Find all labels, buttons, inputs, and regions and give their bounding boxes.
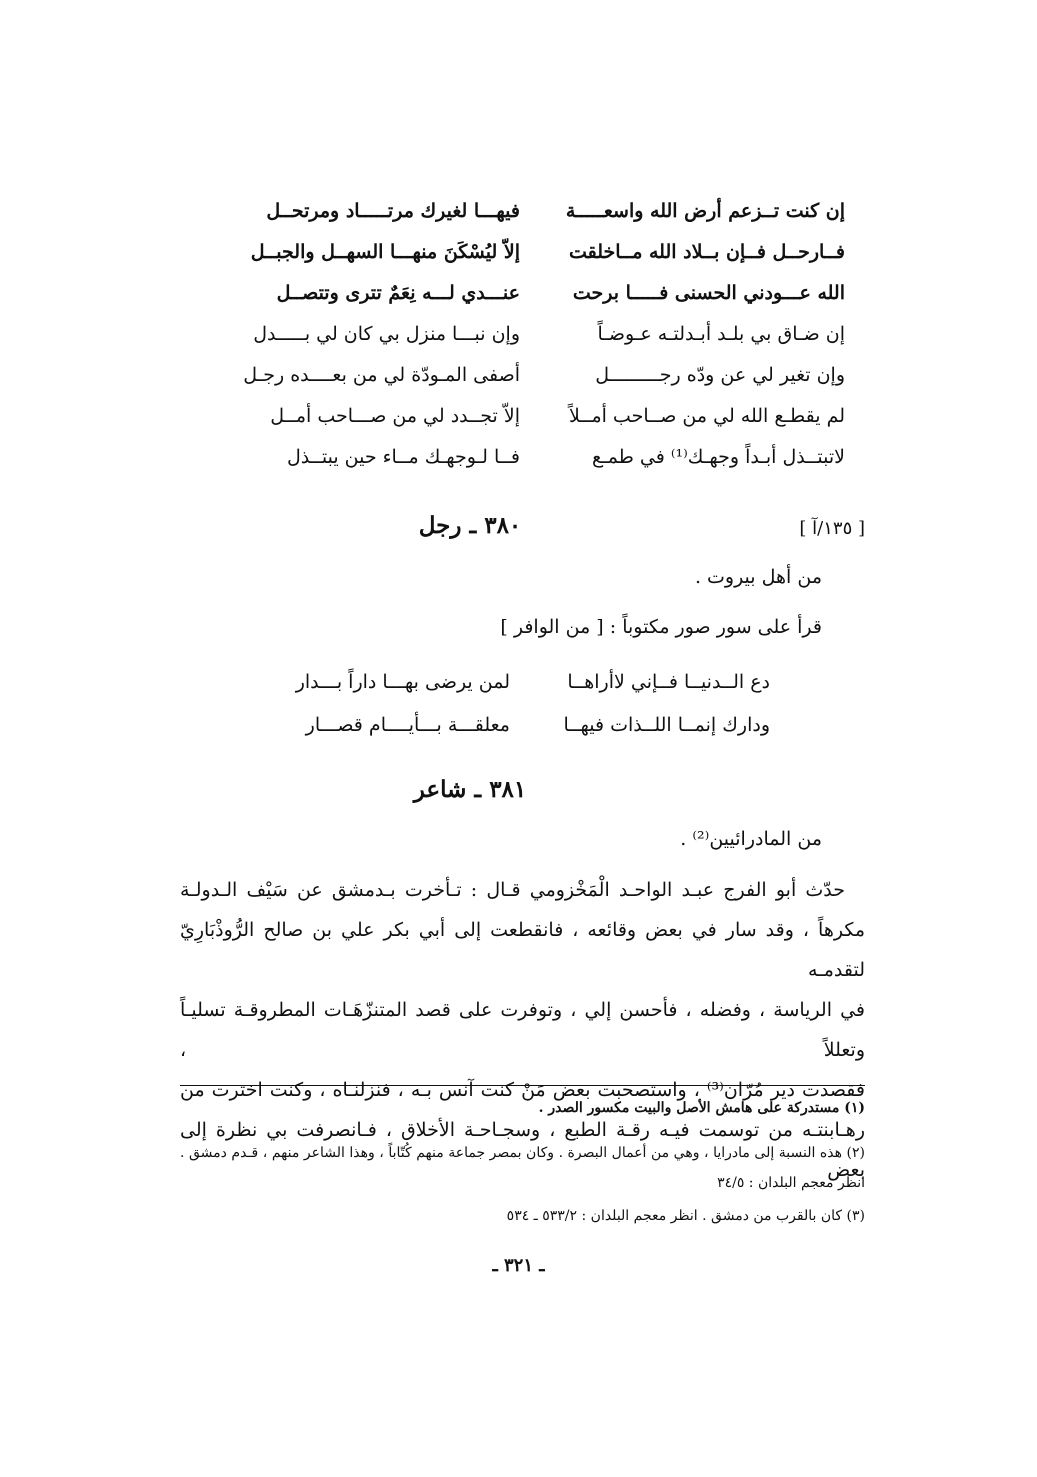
entry-intro: قرأ على سور صور مكتوباً : [ من الوافر ]	[500, 616, 822, 638]
hemistich-first: وإن تغير لي عن ودّه رجـــــــــل	[595, 363, 845, 386]
entry-title: ٣٨٠ ـ رجل	[418, 512, 522, 539]
hemistich-second: فــا لـوجهـك مــاء حين يبتــذل	[286, 445, 520, 468]
poem-top	[220, 190, 845, 477]
hemistich-first: إن ضـاق بي بلـد أبـدلتـه عـوضـاً	[597, 322, 845, 345]
verse-line	[220, 313, 845, 354]
verse-line	[220, 190, 845, 231]
poem-mid	[280, 660, 770, 746]
hemistich-first: دع الــدنيــا فــإني لاأراهــا	[567, 670, 770, 693]
verse-line	[220, 231, 845, 272]
hemistich-second: أصفى المـودّة لي من بعــــده رجـل	[243, 363, 520, 386]
verse-line	[280, 660, 770, 703]
entry-origin: من أهل بيروت .	[694, 566, 822, 588]
footnote-3: (٣) كان بالقرب من دمشق . انظر معجم البلدان : ٥٣٣/٢ ـ ٥٣٤	[506, 1208, 865, 1224]
hemistich-first: ودارك إنمــا اللــذات فيهــا	[563, 713, 770, 736]
verse-line	[220, 436, 845, 477]
manuscript-folio-ref: [ ١٣٥/آ ]	[799, 518, 865, 539]
entry-origin: من المادرائيين⁽²⁾ .	[680, 828, 822, 850]
hemistich-second: إلاّ ليُسْكَنَ منهـــا السهــل والجبــل	[250, 240, 520, 263]
prose-line: حدّث أبو الفرج عبـد الواحـد الْمَخْزومي قـال : تـأخرت بـدمشق عن سَيْف الـدولـة	[180, 879, 845, 901]
hemistich-first: لم يقطـع الله لي من صــاحب أمــلاً	[568, 404, 845, 427]
entry-380-header	[180, 512, 865, 546]
prose-line: في الرياسة ، وفضله ، فأحسن إلي ، وتوفرت على قصد المتنزّهَـات المطروقـة تسليـاً وتعللاً ،	[180, 999, 865, 1061]
hemistich-first: لاتبتــذل أبـداً وجهـك⁽¹⁾ في طمـع	[592, 445, 845, 468]
hemistich-first: إن كنت تــزعم أرض الله واسعـــــة	[565, 199, 845, 222]
hemistich-second: فيهـــا لغيرك مرتـــــاد ومرتحــل	[266, 199, 520, 222]
footnote-divider	[180, 1085, 865, 1086]
page-number: ـ ٣٢١ ـ	[492, 1255, 545, 1276]
entry-title: ٣٨١ ـ شاعر	[413, 776, 527, 803]
prose-line: رهـابنتـه من توسمت فيـه رقـة الطبع ، وسجـاحـة الأخلاق ، فـانصرفت بي نظرة إلى بعض	[180, 1119, 865, 1181]
footnote-1: (١) مستدركة على هامش الأصل والبيت مكسور الصدر .	[538, 1100, 865, 1116]
hemistich-second: معلقـــة بـــأيــــام قصـــار	[305, 713, 510, 736]
hemistich-second: وإن نبـــا منزل بي كان لي بـــــدل	[253, 322, 520, 345]
verse-line	[280, 703, 770, 746]
prose-line: مكرهاً ، وقد سار في بعض وقائعه ، فانقطعت إلى أبي بكر علي بن صالح الرُّوذْبَارِيّ لتقدمـه	[180, 919, 865, 981]
verse-line	[220, 354, 845, 395]
hemistich-second: عنـــدي لـــه نِعَمٌ تترى وتتصــل	[276, 281, 520, 304]
footnote-2: (٢) هذه النسبة إلى مادرايا ، وهي من أعمال البصرة . وكان بمصر جماعة منهم كُتّاباً ، وهذا الشاعر منهم ، قـدم دمشق . انظر معجم البلدان : ٣٤/٥	[180, 1145, 865, 1191]
hemistich-second: إلاّ تجــدد لي من صـــاحب أمــل	[270, 404, 520, 427]
hemistich-second: لمن يرضى بهـــا داراً بـــدار	[295, 670, 510, 693]
hemistich-first: الله عـــودني الحسنى فـــــا برحت	[572, 281, 845, 304]
verse-line	[220, 395, 845, 436]
hemistich-first: فــارحــل فــإن بــلاد الله مــاخلقت	[568, 240, 845, 263]
prose-line: فقصدت دير مُرّان⁽³⁾ ، واستصحبت بعض مَنْ كنت آنس بـه ، فنزلنـاه ، وكنت اخترت من	[180, 1079, 866, 1101]
verse-line	[220, 272, 845, 313]
